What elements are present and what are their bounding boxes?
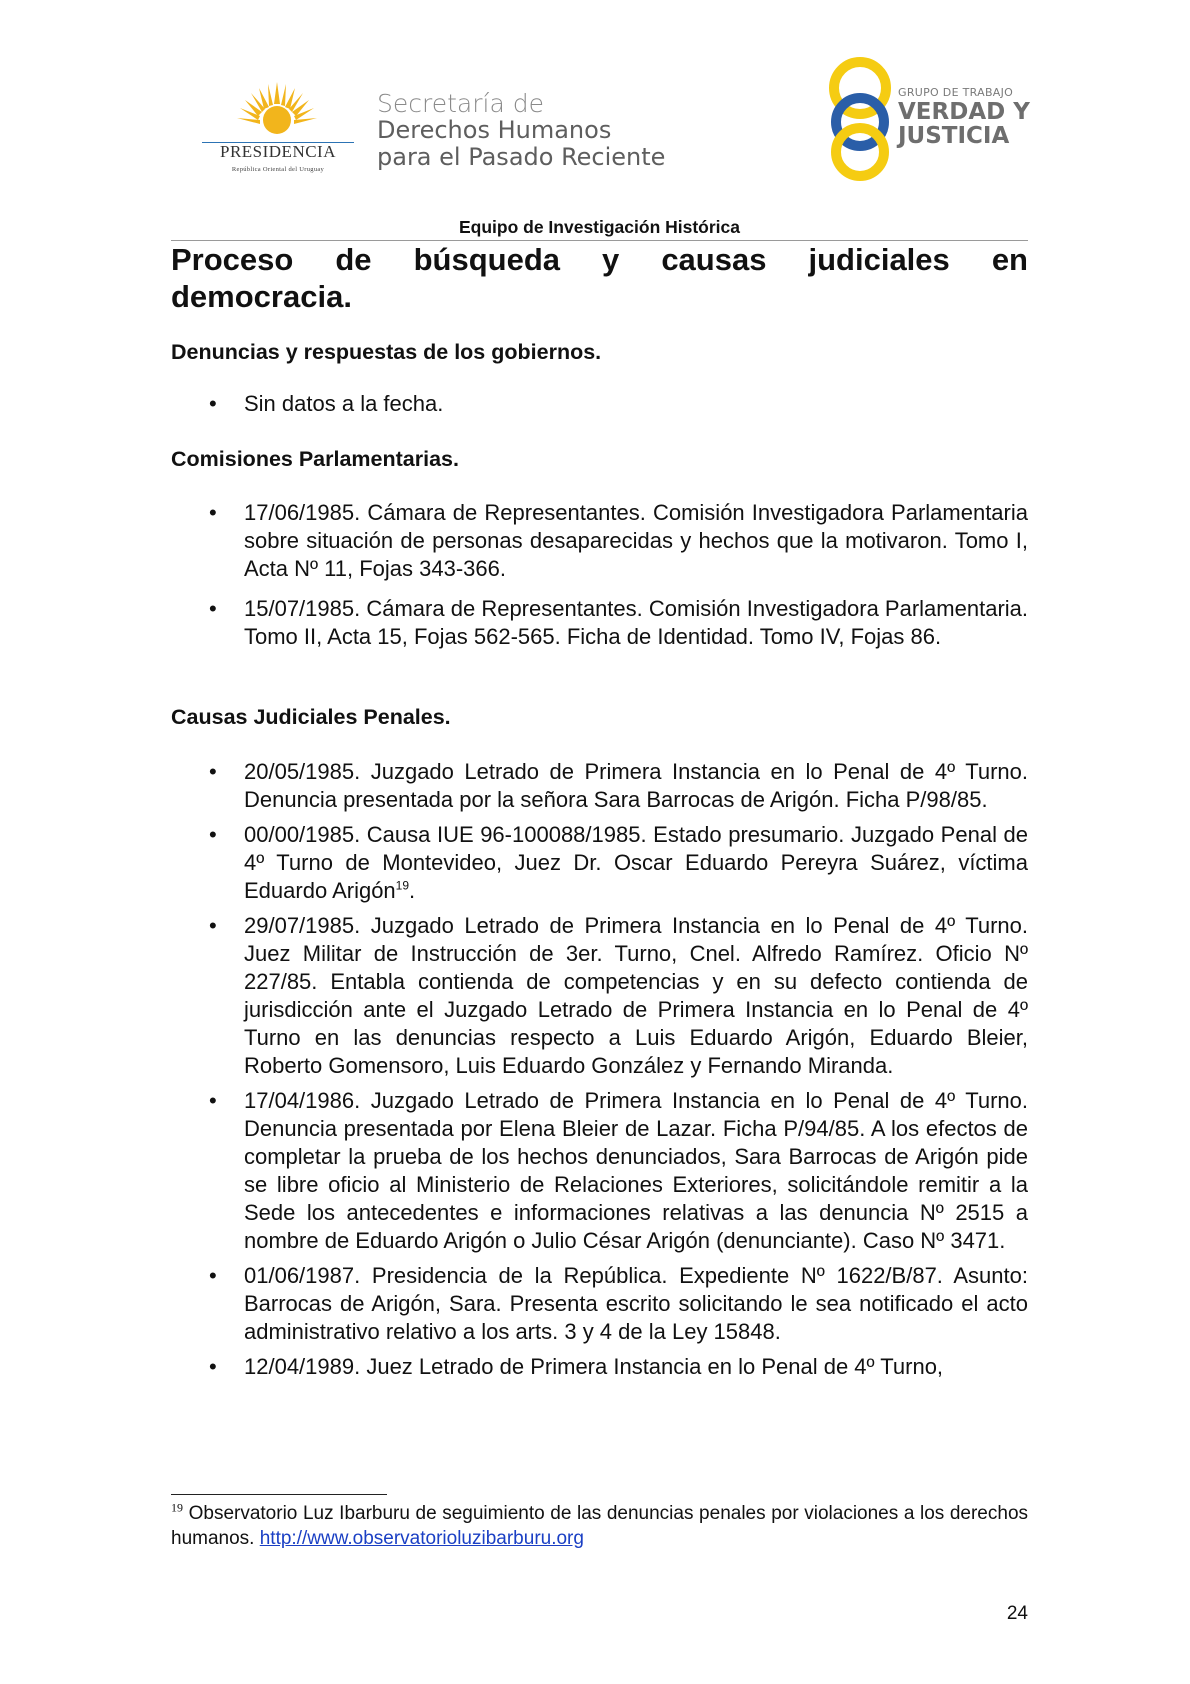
bullet-icon: • — [209, 1354, 217, 1379]
secretaria-logo-text — [377, 90, 717, 171]
footnote-text: Observatorio Luz Ibarburu de seguimiento de las denuncias penales por violaciones a los derechos humanos. — [171, 1503, 1029, 1549]
page-title — [171, 241, 1028, 315]
gtvj-line-2: JUSTICIA — [898, 123, 1010, 149]
presidencia-label: PRESIDENCIA — [219, 142, 336, 161]
verdad-justicia-logo-text — [898, 86, 1038, 148]
footnote — [171, 1501, 1028, 1551]
denuncias-list — [171, 390, 1028, 418]
bullet-icon: • — [209, 822, 217, 847]
verdad-justicia-rings-icon — [822, 56, 898, 182]
list-item: • 01/06/1987. Presidencia de la República. Expediente Nº 1622/B/87. Asunto: Barrocas de Arigón, Sara. Presenta escrito solicitando le sea notificado el acto administrativo relativo a los arts. 3 y 4 de la Ley 15848. — [209, 1263, 1028, 1344]
bullet-icon: • — [209, 1088, 217, 1113]
comisiones-list — [171, 499, 1028, 651]
list-item: • 15/07/1985. Cámara de Representantes. Comisión Investigadora Parlamentaria. Tomo II, Acta 15, Fojas 562-565. Ficha de Identidad. Tomo IV, Fojas 86. — [209, 596, 1028, 649]
footnote-link[interactable]: http://www.observatorioluzibarburu.org — [259, 1528, 584, 1549]
page-number: 24 — [1006, 1603, 1028, 1624]
gtvj-line-1: VERDAD Y — [898, 99, 1030, 125]
secretaria-line-1: Secretaría de — [377, 89, 544, 118]
footnote-reference[interactable]: 19 — [395, 878, 410, 893]
bullet-icon: • — [209, 1263, 217, 1288]
page-title-line-2: democracia. — [171, 279, 352, 314]
footnote-divider — [171, 1494, 387, 1495]
section-heading-causas: Causas Judiciales Penales. — [171, 705, 451, 729]
list-item: • 29/07/1985. Juzgado Letrado de Primera Instancia en lo Penal de 4º Turno. Juez Militar de Instrucción de 3er. Turno, Cnel. Alfredo Ramírez. Oficio Nº 227/85. Entabla contienda de competencias y en su defecto contienda de jurisdicción ante el Juzgado Letrado de Primera Instancia en lo Penal de 4º Turno en las denuncias respecto a Luis Eduardo Arigón, Eduardo Bleier, Roberto Gomensoro, Luis Eduardo González y Fernando Miranda. — [209, 913, 1028, 1078]
bullet-icon: • — [209, 759, 217, 784]
list-item: • 12/04/1989. Juez Letrado de Primera Instancia en lo Penal de 4º Turno, — [209, 1354, 944, 1379]
section-heading-denuncias: Denuncias y respuestas de los gobiernos. — [171, 340, 602, 364]
team-heading: Equipo de Investigación Histórica — [458, 217, 741, 237]
list-item: • 20/05/1985. Juzgado Letrado de Primera Instancia en lo Penal de 4º Turno. Denuncia presentada por la señora Sara Barrocas de Arigón. Ficha P/98/85. — [209, 759, 1028, 812]
footnote-number: 19 — [171, 1500, 183, 1515]
section-heading-comisiones: Comisiones Parlamentarias. — [171, 447, 459, 471]
presidencia-subtitle: República Oriental del Uruguay — [231, 166, 325, 173]
sun-emblem-icon — [234, 80, 320, 142]
list-item: • 17/06/1985. Cámara de Representantes. Comisión Investigadora Parlamentaria sobre situación de personas desaparecidas y hechos que la motivaron. Tomo I, Acta Nº 11, Fojas 343-366. — [209, 500, 1028, 581]
bullet-icon: • — [209, 500, 217, 525]
causas-list — [171, 758, 1028, 1381]
presidencia-logo — [198, 80, 358, 180]
bullet-icon: • — [209, 913, 217, 938]
secretaria-line-2: Derechos Humanos — [377, 116, 612, 144]
bullet-icon: • — [209, 391, 217, 416]
list-item: • 00/00/1985. Causa IUE 96-100088/1985. Estado presumario. Juzgado Penal de 4º Turno de Montevideo, Juez Dr. Oscar Eduardo Pereyra Suárez, víctima Eduardo Arigón$^{19}$. — [209, 822, 1028, 903]
page-title-line-1: Proceso de búsqueda y causas judiciales en — [171, 242, 1028, 277]
list-item: • Sin datos a la fecha. — [209, 391, 444, 416]
secretaria-line-3: para el Pasado Reciente — [377, 143, 666, 171]
gtvj-small-label: GRUPO DE TRABAJO — [898, 86, 1014, 99]
list-item: • 17/04/1986. Juzgado Letrado de Primera Instancia en lo Penal de 4º Turno. Denuncia presentada por Elena Bleier de Lazar. Ficha P/94/85. A los efectos de completar la prueba de los hechos denunciados, Sara Barrocas de Arigón pide se libre oficio al Ministerio de Relaciones Exteriores, solicitándole remitir a la Sede los antecedentes e informaciones relativas a las denuncia Nº 2515 a nombre de Eduardo Arigón o Julio César Arigón (denunciante). Caso Nº 3471. — [209, 1088, 1028, 1253]
bullet-icon: • — [209, 596, 217, 621]
